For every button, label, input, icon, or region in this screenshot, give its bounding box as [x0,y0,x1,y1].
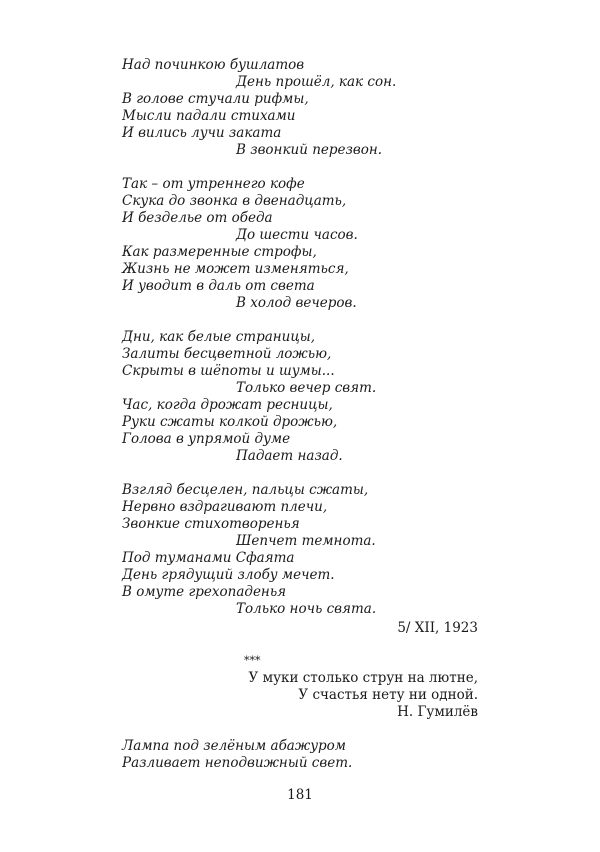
page-number: 181 [287,787,313,803]
poem-line: Так – от утреннего кофе [122,176,305,192]
poem-line: В звонкий перезвон. [236,142,383,158]
poem-line: И безделье от обеда [122,210,273,226]
poem-line: День прошёл, как сон. [236,74,397,90]
poem-line: День грядущий злобу мечет. [122,567,335,583]
poem-line: В голове стучали рифмы, [122,91,309,107]
poem-line: Руки сжаты колкой дрожью, [122,414,338,430]
poem-line: Нервно вздрагивают плечи, [122,499,328,515]
poem-line: Звонкие стихотворенья [122,516,300,532]
poem-line: Скука до звонка в двенадцать, [122,193,347,209]
section-separator: *** [244,654,261,667]
poem-line: До шести часов. [236,227,358,243]
poem-line: В холод вечеров. [236,295,357,311]
poem-line: Разливает неподвижный свет. [122,755,353,771]
poem-line: Падает назад. [236,448,343,464]
poem-line: Жизнь не может изменяться, [122,261,349,277]
poem-line: Дни, как белые страницы, [122,329,316,345]
poem-line: И вились лучи заката [122,125,282,141]
poem-line: Голова в упрямой думе [122,431,291,447]
epigraph-line: У муки столько струн на лютне, [248,670,478,686]
poem-line: Только вечер свят. [236,380,377,396]
epigraph-line: У счастья нету ни одной. [298,687,478,703]
epigraph-author: Н. Гумилёв [397,704,478,720]
poem-line: Взгляд бесцелен, пальцы сжаты, [122,482,369,498]
poem-line: Только ночь свята. [236,601,377,617]
poem-line: В омуте грехопаденья [122,584,287,600]
poem-line: Лампа под зелёным абажуром [122,738,346,754]
poem-date: 5/ XII, 1923 [397,620,478,636]
poem-line: Как размеренные строфы, [122,244,317,260]
poem-line: Залиты бесцветной ложью, [122,346,332,362]
poem-line: Час, когда дрожат ресницы, [122,397,333,413]
poem-line: Под туманами Сфаята [122,550,295,566]
poem-line: Над починкою бушлатов [122,57,305,73]
poem-line: Мысли падали стихами [122,108,296,124]
poem-line: Скрыты в шёпоты и шумы... [122,363,335,379]
poem-line: И уводит в даль от света [122,278,315,294]
poem-line: Шепчет темнота. [236,533,376,549]
